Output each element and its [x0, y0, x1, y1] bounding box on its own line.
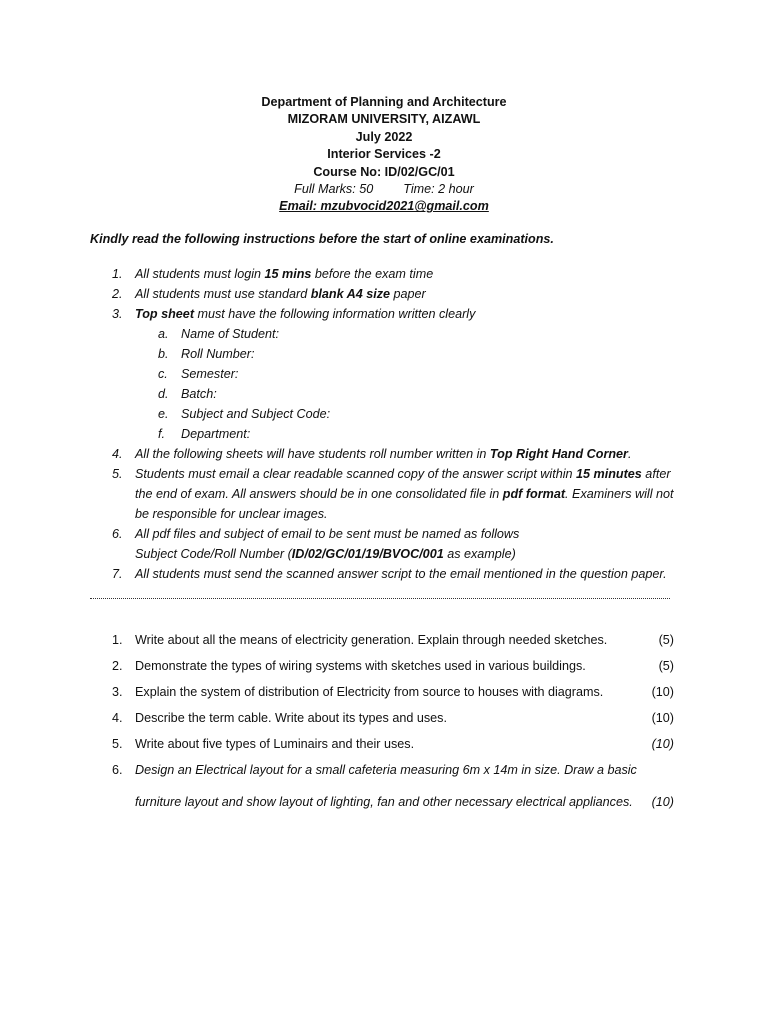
instruction-item	[0, 524, 768, 544]
question-text: Write about all the means of electricity generation. Explain through needed sketches.	[135, 633, 608, 647]
item-number: 1.	[112, 267, 123, 281]
contact-email: Email: mzubvocid2021@gmail.com	[279, 199, 489, 214]
exam-date: July 2022	[355, 129, 413, 144]
question-text: Write about five types of Luminairs and their uses.	[135, 737, 415, 751]
university-name: MIZORAM UNIVERSITY, AIZAWL	[287, 112, 481, 127]
question-number: 4.	[112, 711, 123, 725]
question-text: Explain the system of distribution of Electricity from source to houses with diagrams.	[135, 685, 604, 699]
exam-time: Time: 2 hour	[403, 181, 474, 196]
sub-item: c. Semester:	[158, 367, 239, 381]
sub-item: b. Roll Number:	[158, 347, 255, 361]
instruction-item	[0, 284, 768, 304]
item-text: Top sheet must have the following information written clearly	[135, 307, 476, 321]
question-continuation	[0, 786, 768, 814]
question-number: 6.	[112, 763, 123, 777]
question-item	[0, 682, 768, 708]
instruction-continuation: be responsible for unclear images.	[135, 507, 328, 521]
item-number: 3.	[112, 307, 123, 321]
sub-item: e. Subject and Subject Code:	[158, 407, 331, 421]
question-text: furniture layout and show layout of lighting, fan and other necessary electrical appliances.	[135, 795, 633, 809]
item-text: All students must login 15 mins before the exam time	[135, 267, 434, 281]
item-text: All students must use standard blank A4 size paper	[135, 287, 426, 301]
item-number: 6.	[112, 527, 123, 541]
question-item	[0, 760, 768, 786]
question-number: 2.	[112, 659, 123, 673]
question-marks: (5)	[658, 659, 674, 673]
question-number: 3.	[112, 685, 123, 699]
question-number: 5.	[112, 737, 123, 751]
instruction-item	[0, 464, 768, 484]
sub-item: d. Batch:	[158, 387, 217, 401]
sub-item: f. Department:	[158, 427, 251, 441]
questions-list	[0, 630, 768, 814]
item-number: 5.	[112, 467, 123, 481]
dotted-divider	[90, 598, 670, 599]
question-text: Demonstrate the types of wiring systems with sketches used in various buildings.	[135, 659, 586, 673]
instruction-item	[0, 564, 768, 584]
question-text: Design an Electrical layout for a small cafeteria measuring 6m x 14m in size. Draw a basic	[135, 763, 637, 777]
question-item	[0, 630, 768, 656]
item-number: 2.	[112, 287, 123, 301]
course-number: Course No: ID/02/GC/01	[313, 164, 455, 179]
instructions-intro: Kindly read the following instructions before the start of online examinations.	[90, 232, 554, 246]
question-marks: (10)	[651, 737, 674, 751]
item-text: All pdf files and subject of email to be sent must be named as follows	[135, 527, 520, 541]
question-number: 1.	[112, 633, 123, 647]
sub-item: a. Name of Student:	[158, 327, 280, 341]
marks-and-time	[0, 181, 768, 198]
question-item	[0, 734, 768, 760]
instruction-item	[0, 444, 768, 464]
item-text: All students must send the scanned answer script to the email mentioned in the question paper.	[135, 567, 667, 581]
question-marks: (10)	[651, 795, 674, 809]
department-name: Department of Planning and Architecture	[261, 95, 507, 109]
instructions-list	[0, 264, 768, 584]
item-number: 7.	[112, 567, 123, 581]
instruction-item	[0, 304, 768, 324]
question-marks: (10)	[651, 711, 674, 725]
instruction-continuation: the end of exam. All answers should be in one consolidated file in pdf format. Examiners will not	[135, 487, 674, 501]
question-marks: (5)	[658, 633, 674, 647]
full-marks: Full Marks: 50	[294, 181, 374, 196]
paper-header	[0, 94, 768, 216]
question-item	[0, 656, 768, 682]
subject-title: Interior Services -2	[327, 147, 441, 162]
question-text: Describe the term cable. Write about its types and uses.	[135, 711, 447, 725]
question-item	[0, 708, 768, 734]
question-marks: (10)	[651, 685, 674, 699]
item-text: All the following sheets will have students roll number written in Top Right Hand Corner.	[135, 447, 632, 461]
item-text: Students must email a clear readable scanned copy of the answer script within 15 minutes after	[135, 467, 671, 481]
item-number: 4.	[112, 447, 123, 461]
instruction-item	[0, 264, 768, 284]
instruction-continuation: Subject Code/Roll Number (ID/02/GC/01/19/BVOC/001 as example)	[135, 547, 516, 561]
